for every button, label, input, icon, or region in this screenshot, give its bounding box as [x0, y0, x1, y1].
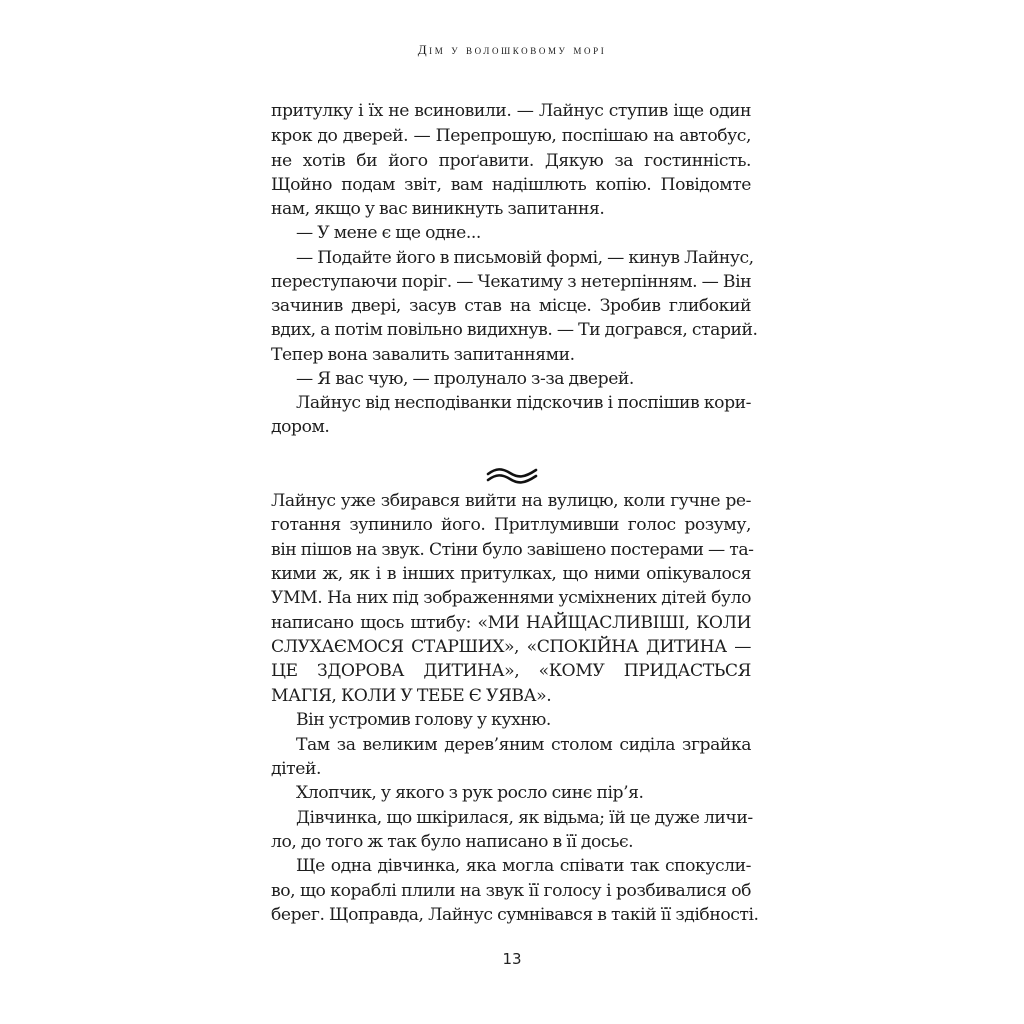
text-line: берег. Щоправда, Лайнус сумнівався в такій її здібності. — [271, 905, 759, 925]
text-line: вдих, а потім повільно видихнув. — Ти догрався, старий. — [271, 320, 758, 340]
text-line: Він устромив голову у кухню. — [296, 710, 551, 730]
text-line: Там за великим дерев’яним столом сиділа зграйка — [296, 735, 751, 755]
text-line: Ще одна дівчинка, яка могла співати так спокусли- — [296, 856, 751, 876]
running-head: Дім у волошковому морі — [417, 42, 607, 57]
text-line: — У мене є ще одне... — [296, 223, 481, 243]
text-line: Тепер вона завалить запитаннями. — [271, 345, 575, 365]
text-line: во, що кораблі плили на звук її голосу і розбивалися об — [271, 881, 751, 901]
text-line: ЦЕ ЗДОРОВА ДИТИНА», «КОМУ ПРИДАСТЬСЯ — [271, 661, 751, 681]
text-line: написано щось штибу: «МИ НАЙЩАСЛИВІШІ, КОЛИ — [271, 613, 751, 633]
text-line: СЛУХАЄМОСЯ СТАРШИХ», «СПОКІЙНА ДИТИНА — — [271, 637, 751, 657]
text-line: переступаючи поріг. — Чекатиму з нетерпінням. — Він — [271, 272, 752, 292]
text-line: не хотів би його проґавити. Дякую за гостинність. — [271, 151, 751, 171]
text-line: крок до дверей. — Перепрошую, поспішаю на автобус, — [271, 126, 751, 146]
text-line: Хлопчик, у якого з рук росло синє пір’я. — [296, 783, 644, 803]
text-line: — Подайте його в письмовій формі, — кинув Лайнус, — [296, 248, 754, 268]
text-line: Дівчинка, що шкірилася, як відьма; їй це дуже личи- — [296, 808, 753, 828]
text-line: Щойно подам звіт, вам надішлють копію. Повідомте — [271, 175, 751, 195]
page-number: 13 — [502, 950, 522, 968]
text-line: — Я вас чую, — пролунало з-за дверей. — [296, 369, 634, 389]
text-line: МАГІЯ, КОЛИ У ТЕБЕ Є УЯВА». — [271, 686, 552, 706]
text-line: кими ж, як і в інших притулках, що ними опікувалося — [271, 564, 751, 584]
text-line: готання зупинило його. Притлумивши голос розуму, — [271, 515, 751, 535]
text-line: Лайнус від несподіванки підскочив і поспішив кори- — [296, 393, 751, 413]
text-line: дітей. — [271, 759, 321, 779]
wave-ornament-icon — [486, 466, 538, 484]
text-line: він пішов на звук. Стіни було завішено постерами — та- — [271, 540, 754, 560]
text-line: ло, до того ж так було написано в її досьє. — [271, 832, 634, 852]
text-line: Лайнус уже збирався вийти на вулицю, коли гучне ре- — [271, 491, 751, 511]
text-line: УММ. На них під зображеннями усміхнених дітей було — [271, 588, 751, 608]
text-line: дором. — [271, 417, 330, 437]
text-line: притулку і їх не всиновили. — Лайнус ступив іще один — [271, 101, 751, 121]
text-line: зачинив двері, засув став на місце. Зробив глибокий — [271, 296, 751, 316]
text-line: нам, якщо у вас виникнуть запитання. — [271, 199, 605, 219]
